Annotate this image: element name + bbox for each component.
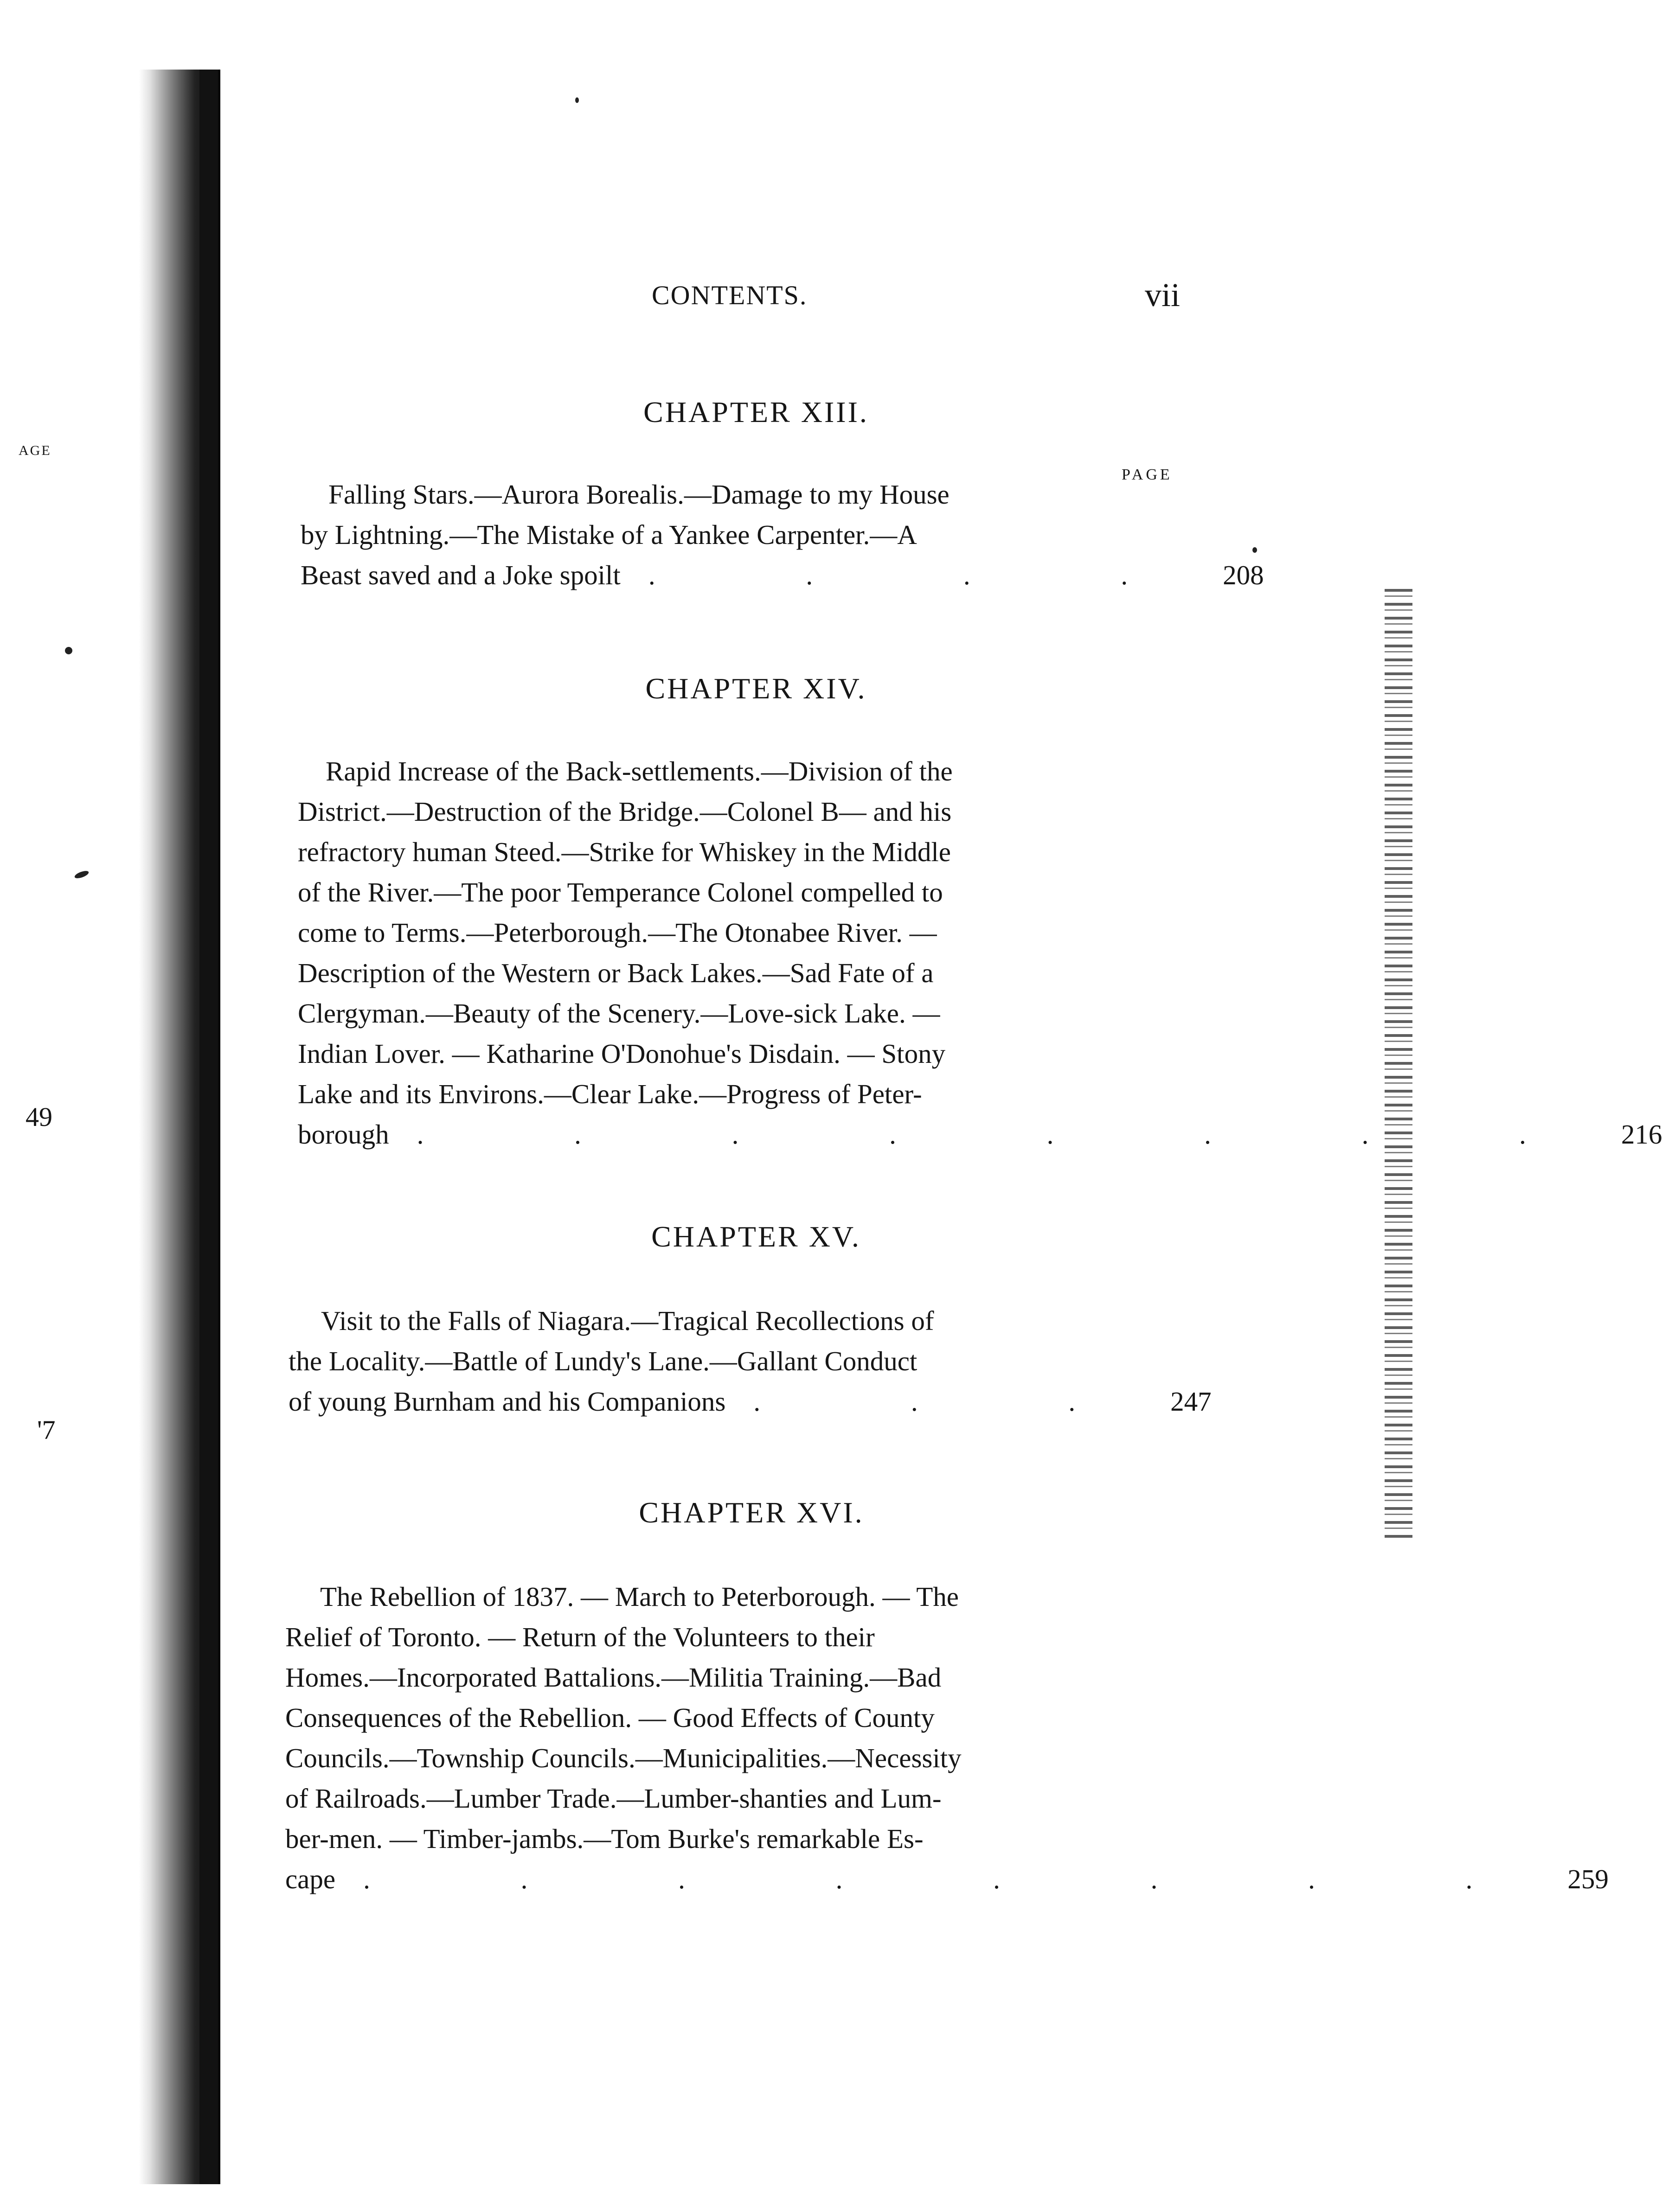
entry-page-number: 259	[1567, 1864, 1609, 1894]
margin-fragment-7: '7	[37, 1415, 56, 1445]
entry-line: by Lightning.—The Mistake of a Yankee Carpenter.—A	[301, 519, 917, 550]
dot-leaders: . . .	[753, 1386, 1148, 1417]
entry-line: of young Burnham and his Companions	[289, 1386, 726, 1417]
entry-page-number: 216	[1621, 1119, 1662, 1150]
entry-line: Relief of Toronto. — Return of the Volunteers to their	[285, 1622, 875, 1652]
entry-line: Rapid Increase of the Back-settlements.—Division of the	[326, 756, 953, 786]
entry-line: Indian Lover. — Katharine O'Donohue's Disdain. — Stony	[298, 1038, 946, 1069]
entry-line: the Locality.—Battle of Lundy's Lane.—Gallant Conduct	[289, 1346, 918, 1376]
chapter-title: CHAPTER XV.	[651, 1220, 861, 1253]
entry-line: Beast saved and a Joke spoilt	[301, 560, 621, 590]
entry-page-number: 208	[1223, 560, 1264, 590]
entry-line: Homes.—Incorporated Battalions.—Militia Training.—Bad	[285, 1662, 942, 1693]
entry-line: Clergyman.—Beauty of the Scenery.—Love-sick Lake. —	[298, 998, 940, 1029]
chapter-title: CHAPTER XIV.	[645, 672, 867, 705]
entry-line: The Rebellion of 1837. — March to Peterborough. — The	[320, 1581, 959, 1612]
entry-line: Lake and its Environs.—Clear Lake.—Progress of Peter-	[298, 1079, 922, 1109]
dot-leaders: . . . . . . . .	[417, 1119, 1598, 1150]
entry-page-number: 247	[1170, 1386, 1212, 1417]
entry-line: Description of the Western or Back Lakes.—Sad Fate of a	[298, 958, 934, 988]
ink-speck	[74, 869, 90, 880]
dot-leaders: . . . .	[648, 560, 1200, 590]
entry-line: ber-men. — Timber-jambs.—Tom Burke's remarkable Es-	[285, 1823, 924, 1854]
ink-speck	[1252, 547, 1257, 553]
ink-speck	[575, 97, 579, 103]
contents-entry	[289, 1301, 1212, 1422]
contents-entry	[298, 751, 1662, 1155]
entry-line: Falling Stars.—Aurora Borealis.—Damage to my House	[328, 479, 950, 510]
page-number: vii	[1145, 276, 1181, 313]
entry-line: come to Terms.—Peterborough.—The Otonabee River. —	[298, 917, 937, 948]
entry-line: borough	[298, 1119, 389, 1150]
margin-fragment-49: 49	[26, 1102, 52, 1132]
running-head: CONTENTS.	[652, 280, 808, 310]
chapter-title: CHAPTER XVI.	[639, 1496, 864, 1529]
entry-line: of Railroads.—Lumber Trade.—Lumber-shanties and Lum-	[285, 1783, 942, 1814]
entry-line: Councils.—Township Councils.—Municipalities.—Necessity	[285, 1743, 962, 1773]
entry-line: Consequences of the Rebellion. — Good Effects of County	[285, 1702, 935, 1733]
chapter-title: CHAPTER XIII.	[643, 396, 869, 428]
ink-speck	[65, 647, 72, 654]
entry-line: District.—Destruction of the Bridge.—Colonel B— and his	[298, 796, 952, 827]
entry-line: of the River.—The poor Temperance Colonel compelled to	[298, 877, 943, 908]
binding-edge	[199, 70, 218, 2184]
entry-line: cape	[285, 1864, 336, 1894]
entry-line: refractory human Steed.—Strike for Whiskey in the Middle	[298, 837, 951, 867]
right-edge-bleed	[1385, 589, 1412, 1540]
margin-fragment-age: AGE	[19, 443, 51, 458]
page-column-label: PAGE	[1122, 466, 1173, 483]
contents-entry	[301, 474, 1264, 595]
dot-leaders: . . . . . . . .	[363, 1864, 1545, 1894]
entry-line: Visit to the Falls of Niagara.—Tragical Recollections of	[321, 1305, 934, 1336]
contents-entry	[285, 1577, 1609, 1899]
